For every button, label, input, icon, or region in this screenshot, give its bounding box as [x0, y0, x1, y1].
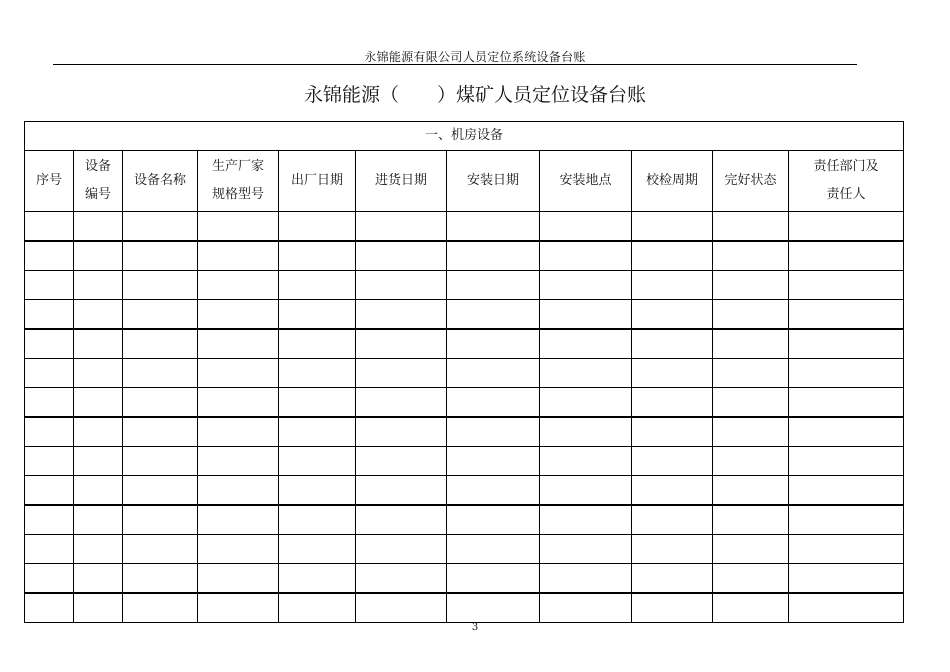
table-cell[interactable] [198, 241, 279, 271]
table-row [25, 359, 904, 388]
table-cell[interactable] [74, 359, 123, 388]
table-cell[interactable] [540, 388, 632, 418]
table-cell[interactable] [632, 212, 713, 242]
table-cell[interactable] [198, 535, 279, 564]
table-cell[interactable] [25, 476, 74, 506]
table-cell[interactable] [279, 329, 356, 359]
table-cell[interactable] [74, 417, 123, 447]
table-cell[interactable] [198, 593, 279, 623]
table-cell[interactable] [198, 417, 279, 447]
table-cell[interactable] [789, 241, 904, 271]
table-row [25, 241, 904, 271]
column-header: 安装日期 [447, 151, 540, 212]
table-cell[interactable] [123, 329, 198, 359]
table-cell[interactable] [356, 212, 447, 242]
table-cell[interactable] [123, 241, 198, 271]
table-cell[interactable] [279, 593, 356, 623]
table-cell[interactable] [447, 593, 540, 623]
table-cell[interactable] [123, 447, 198, 476]
table-cell[interactable] [198, 300, 279, 330]
table-cell[interactable] [279, 564, 356, 594]
table-cell[interactable] [25, 535, 74, 564]
table-cell[interactable] [123, 535, 198, 564]
column-header: 责任部门及 责任人 [789, 151, 904, 212]
column-header: 生产厂家 规格型号 [198, 151, 279, 212]
table-cell[interactable] [713, 476, 789, 506]
table-cell[interactable] [25, 271, 74, 300]
column-header: 序号 [25, 151, 74, 212]
table-cell[interactable] [632, 505, 713, 535]
table-cell[interactable] [447, 329, 540, 359]
table-cell[interactable] [540, 271, 632, 300]
table-cell[interactable] [540, 359, 632, 388]
column-header: 安装地点 [540, 151, 632, 212]
table-row [25, 212, 904, 242]
table-row [25, 535, 904, 564]
table-cell[interactable] [25, 300, 74, 330]
table-cell[interactable] [789, 535, 904, 564]
table-cell[interactable] [789, 593, 904, 623]
table-cell[interactable] [198, 476, 279, 506]
table-cell[interactable] [123, 417, 198, 447]
table-cell[interactable] [447, 505, 540, 535]
table-cell[interactable] [123, 271, 198, 300]
table-cell[interactable] [25, 329, 74, 359]
table-cell[interactable] [540, 564, 632, 594]
table-cell[interactable] [713, 271, 789, 300]
table-cell[interactable] [25, 359, 74, 388]
table-cell[interactable] [279, 417, 356, 447]
table-cell[interactable] [632, 329, 713, 359]
ledger-container [24, 121, 903, 623]
table-cell[interactable] [74, 564, 123, 594]
table-cell[interactable] [540, 417, 632, 447]
table-cell[interactable] [447, 271, 540, 300]
table-cell[interactable] [447, 300, 540, 330]
table-cell[interactable] [540, 505, 632, 535]
table-cell[interactable] [713, 359, 789, 388]
table-cell[interactable] [356, 359, 447, 388]
table-cell[interactable] [789, 359, 904, 388]
table-row [25, 476, 904, 506]
table-cell[interactable] [123, 505, 198, 535]
table-cell[interactable] [789, 329, 904, 359]
table-cell[interactable] [789, 417, 904, 447]
column-header: 设备 编号 [74, 151, 123, 212]
table-cell[interactable] [198, 505, 279, 535]
table-cell[interactable] [447, 564, 540, 594]
table-cell[interactable] [632, 476, 713, 506]
table-cell[interactable] [123, 388, 198, 418]
column-header: 完好状态 [713, 151, 789, 212]
table-cell[interactable] [713, 388, 789, 418]
table-cell[interactable] [789, 564, 904, 594]
table-cell[interactable] [632, 447, 713, 476]
table-cell[interactable] [74, 476, 123, 506]
table-cell[interactable] [279, 535, 356, 564]
table-cell[interactable] [279, 241, 356, 271]
table-cell[interactable] [123, 564, 198, 594]
table-cell[interactable] [540, 593, 632, 623]
table-cell[interactable] [540, 212, 632, 242]
table-cell[interactable] [632, 535, 713, 564]
table-cell[interactable] [713, 300, 789, 330]
table-cell[interactable] [356, 447, 447, 476]
table-cell[interactable] [713, 593, 789, 623]
table-cell[interactable] [25, 505, 74, 535]
table-row [25, 505, 904, 535]
table-cell[interactable] [447, 535, 540, 564]
table-cell[interactable] [279, 505, 356, 535]
table-cell[interactable] [25, 564, 74, 594]
column-header: 出厂日期 [279, 151, 356, 212]
section-title: 一、机房设备 [25, 122, 904, 151]
table-row [25, 329, 904, 359]
table-cell[interactable] [356, 241, 447, 271]
table-cell[interactable] [279, 212, 356, 242]
table-cell[interactable] [632, 300, 713, 330]
table-cell[interactable] [74, 271, 123, 300]
table-cell[interactable] [789, 300, 904, 330]
header-rule [53, 64, 857, 65]
table-cell[interactable] [356, 329, 447, 359]
table-cell[interactable] [123, 359, 198, 388]
table-cell[interactable] [198, 212, 279, 242]
column-header: 进货日期 [356, 151, 447, 212]
table-cell[interactable] [25, 593, 74, 623]
table-cell[interactable] [713, 447, 789, 476]
table-cell[interactable] [356, 476, 447, 506]
table-cell[interactable] [789, 388, 904, 418]
table-cell[interactable] [279, 271, 356, 300]
table-cell[interactable] [123, 300, 198, 330]
table-cell[interactable] [198, 447, 279, 476]
table-cell[interactable] [447, 212, 540, 242]
table-cell[interactable] [279, 300, 356, 330]
table-cell[interactable] [540, 535, 632, 564]
table-cell[interactable] [632, 593, 713, 623]
table-cell[interactable] [713, 329, 789, 359]
table-cell[interactable] [279, 447, 356, 476]
table-cell[interactable] [447, 359, 540, 388]
table-cell[interactable] [447, 476, 540, 506]
table-cell[interactable] [540, 300, 632, 330]
table-cell[interactable] [789, 212, 904, 242]
column-header: 设备名称 [123, 151, 198, 212]
table-cell[interactable] [279, 476, 356, 506]
table-cell[interactable] [789, 447, 904, 476]
table-row [25, 271, 904, 300]
table-cell[interactable] [447, 417, 540, 447]
header-row [25, 151, 904, 212]
table-cell[interactable] [632, 564, 713, 594]
table-cell[interactable] [713, 212, 789, 242]
table-cell[interactable] [356, 564, 447, 594]
table-cell[interactable] [25, 417, 74, 447]
table-row [25, 417, 904, 447]
table-cell[interactable] [632, 388, 713, 418]
table-cell[interactable] [632, 417, 713, 447]
table-cell[interactable] [540, 329, 632, 359]
table-cell[interactable] [713, 564, 789, 594]
table-cell[interactable] [447, 447, 540, 476]
table-cell[interactable] [198, 388, 279, 418]
document-title: 永锦能源（ ）煤矿人员定位设备台账 [303, 84, 646, 106]
table-cell[interactable] [123, 212, 198, 242]
table-cell[interactable] [198, 359, 279, 388]
table-cell[interactable] [356, 271, 447, 300]
table-cell[interactable] [123, 476, 198, 506]
table-cell[interactable] [74, 212, 123, 242]
table-cell[interactable] [632, 241, 713, 271]
running-header: 永锦能源有限公司人员定位系统设备台账 [364, 50, 586, 64]
table-cell[interactable] [632, 271, 713, 300]
table-cell[interactable] [198, 329, 279, 359]
page-number: 3 [471, 622, 479, 633]
table-cell[interactable] [356, 388, 447, 418]
table-cell[interactable] [74, 241, 123, 271]
table-cell[interactable] [789, 505, 904, 535]
table-cell[interactable] [74, 535, 123, 564]
table-cell[interactable] [540, 241, 632, 271]
table-cell[interactable] [713, 417, 789, 447]
table-cell[interactable] [356, 300, 447, 330]
table-row [25, 447, 904, 476]
table-cell[interactable] [25, 212, 74, 242]
table-cell[interactable] [74, 447, 123, 476]
table-cell[interactable] [789, 476, 904, 506]
table-cell[interactable] [279, 359, 356, 388]
table-row [25, 300, 904, 330]
table-cell[interactable] [356, 593, 447, 623]
table-cell[interactable] [447, 388, 540, 418]
table-cell[interactable] [356, 505, 447, 535]
table-cell[interactable] [74, 329, 123, 359]
column-header: 校检周期 [632, 151, 713, 212]
table-cell[interactable] [74, 388, 123, 418]
table-cell[interactable] [356, 535, 447, 564]
table-cell[interactable] [25, 241, 74, 271]
table-row [25, 564, 904, 594]
table-row [25, 593, 904, 623]
table-cell[interactable] [540, 447, 632, 476]
table-cell[interactable] [198, 271, 279, 300]
table-cell[interactable] [279, 388, 356, 418]
table-cell[interactable] [447, 241, 540, 271]
table-cell[interactable] [789, 271, 904, 300]
table-cell[interactable] [632, 359, 713, 388]
table-cell[interactable] [74, 505, 123, 535]
table-cell[interactable] [540, 476, 632, 506]
table-cell[interactable] [713, 241, 789, 271]
table-cell[interactable] [123, 593, 198, 623]
table-cell[interactable] [25, 447, 74, 476]
equipment-ledger-table [24, 121, 904, 623]
table-cell[interactable] [74, 300, 123, 330]
table-cell[interactable] [356, 417, 447, 447]
table-cell[interactable] [713, 535, 789, 564]
table-cell[interactable] [198, 564, 279, 594]
table-cell[interactable] [25, 388, 74, 418]
table-cell[interactable] [713, 505, 789, 535]
table-cell[interactable] [74, 593, 123, 623]
table-row [25, 388, 904, 418]
